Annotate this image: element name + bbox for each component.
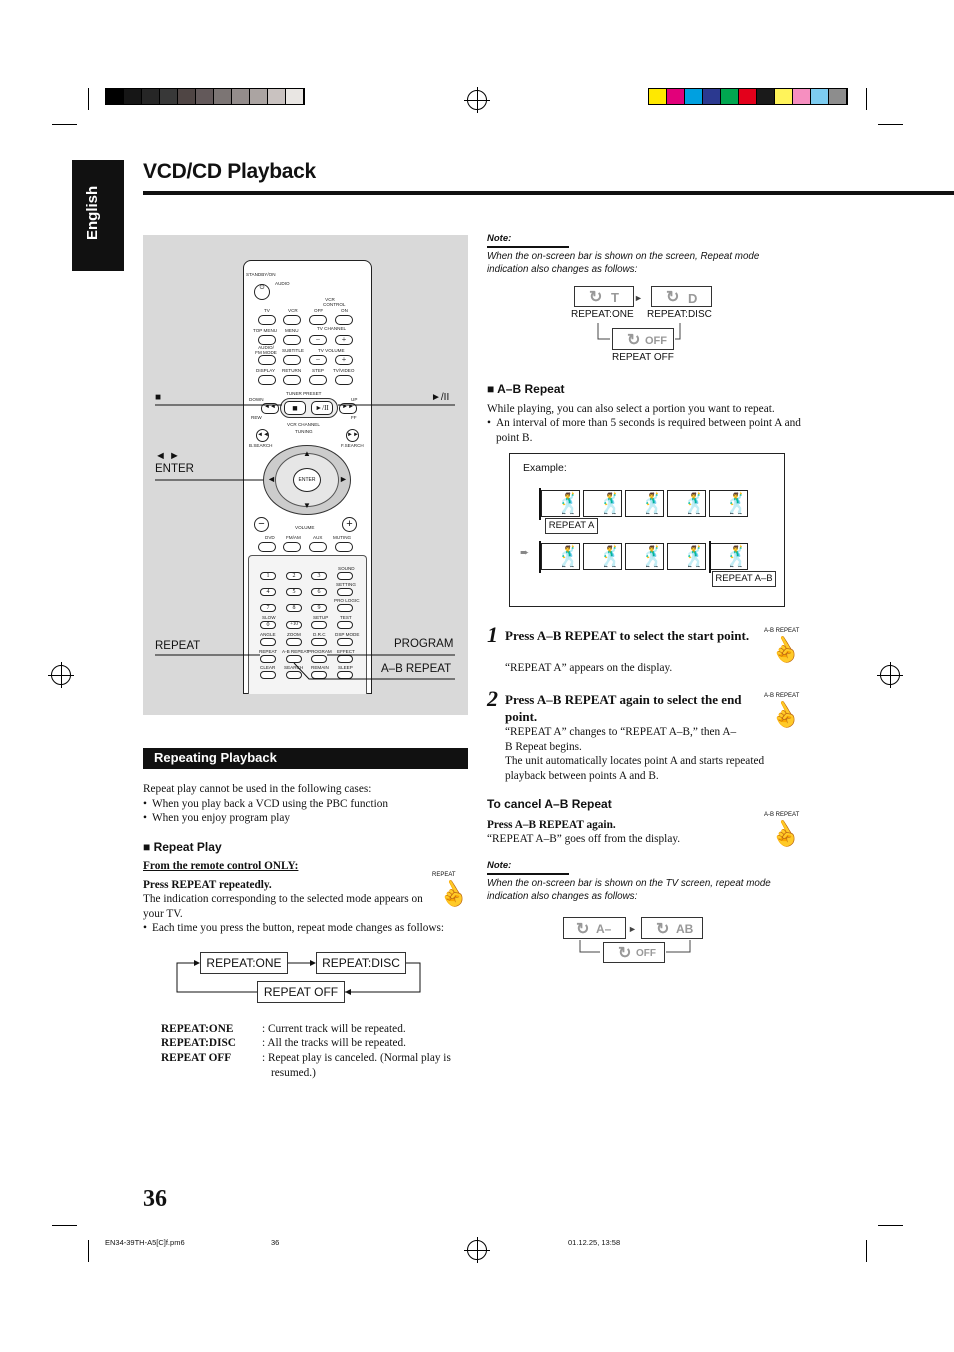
step2-finger-icon: ☝ <box>765 697 805 735</box>
def-term-1: REPEAT:ONE <box>161 1023 234 1035</box>
gray-calibration-bar <box>105 88 305 105</box>
osd-repeat-one-icon: T ↻ <box>574 286 634 307</box>
label-test: TEST <box>340 615 352 620</box>
label-volume: VOLUME <box>295 525 315 530</box>
label-pro-logic: PRO LOGIC <box>334 598 360 603</box>
label-effect: EFFECT <box>337 649 355 654</box>
callout-program: PROGRAM <box>394 638 454 650</box>
crop-mark <box>88 88 89 110</box>
frame-8: 🕺 <box>625 543 664 570</box>
digit-8-button[interactable]: 8 <box>286 604 302 612</box>
registration-mark-icon <box>880 665 900 685</box>
label-fmam: FM/AM <box>286 535 301 540</box>
bsearch-button[interactable]: ◄◄ <box>256 429 269 442</box>
cycle-repeat-one: REPEAT:ONE <box>200 952 288 974</box>
swatch-5 <box>196 89 214 104</box>
step2-body1: “REPEAT A” changes to “REPEAT A–B,” then A–B Repeat begins. <box>505 726 737 753</box>
label-repeat: REPEAT <box>259 649 278 654</box>
callout-lines <box>143 235 468 715</box>
swatch-4 <box>721 89 739 104</box>
label-search: SEARCH <box>284 665 304 670</box>
swatch-1 <box>124 89 142 104</box>
osd-label-disc: REPEAT:DISC <box>647 309 712 320</box>
crop-mark <box>878 1225 903 1226</box>
label-dsp-mode: DSP MODE <box>335 632 360 637</box>
note2-text: When the on-screen bar is shown on the TV screen, repeat mode indication also changes as follows: <box>487 878 771 902</box>
cancel-button-label: A-B REPEAT <box>764 812 800 818</box>
stop-button[interactable]: ■ <box>284 401 306 415</box>
swatch-0 <box>106 89 124 104</box>
step1-title: Press A–B REPEAT to select the start point. <box>505 628 750 643</box>
label-top-menu: TOP MENU <box>253 328 278 333</box>
repeat-button-label: REPEAT <box>432 872 456 878</box>
osd-arrow: ► <box>634 293 643 303</box>
note1-text: When the on-screen bar is shown on the screen, Repeat mode indication also changes as follows: <box>487 251 760 275</box>
osd-flow-lines <box>590 305 730 355</box>
swatch-10 <box>829 89 847 104</box>
volume-plus-button[interactable]: + <box>342 517 357 532</box>
label-menu: MENU <box>285 328 299 333</box>
color-calibration-bar <box>648 88 848 105</box>
press-repeat: Press REPEAT repeatedly. <box>143 879 272 891</box>
swatch-9 <box>811 89 829 104</box>
osd-label-off: REPEAT OFF <box>612 352 674 363</box>
page-title: VCD/CD Playback <box>143 160 316 183</box>
osd2-flow-lines <box>570 938 720 968</box>
label-rew: REW <box>251 415 262 420</box>
swatch-10 <box>286 89 304 104</box>
def-desc-3: : Repeat play is canceled. (Normal play is resumed.) <box>262 1052 451 1079</box>
swatch-5 <box>739 89 757 104</box>
example-label: Example: <box>523 462 567 474</box>
label-tv: TV <box>264 308 270 313</box>
label-audio: AUDIO <box>275 281 290 286</box>
label-tv-video: TV/VIDEO <box>333 368 355 373</box>
digit-3-button[interactable]: 3 <box>311 572 327 580</box>
frames-marker-a <box>539 488 541 520</box>
label-up: UP <box>351 397 358 402</box>
frames-marker-b1 <box>539 541 541 573</box>
label-dvd: DVD <box>265 535 275 540</box>
ab-bullet: An interval of more than 5 seconds is required between point A and point B. <box>496 417 801 444</box>
callout-arrows: ◄ ► <box>155 450 180 462</box>
step1-finger-icon: ☝ <box>765 632 805 670</box>
osd-off2-icon: ↻ OFF <box>603 942 665 963</box>
label-down: DOWN <box>249 397 264 402</box>
cancel-bold: Press A–B REPEAT again. <box>487 819 616 831</box>
title-rule <box>143 191 954 195</box>
step1-number: 1 <box>487 622 498 647</box>
note1-heading: Note: <box>487 233 512 244</box>
repeat-bullet2: Each time you press the button, repeat mode changes as follows: <box>152 922 445 934</box>
swatch-2 <box>142 89 160 104</box>
step2-body2: The unit automatically locates point A and starts repeated playback between points A and B. <box>505 755 765 782</box>
step2-button-label: A-B REPEAT <box>764 693 800 699</box>
crop-mark <box>878 124 903 125</box>
frame-6: 🕺 <box>541 543 580 570</box>
swatch-1 <box>667 89 685 104</box>
registration-mark-icon <box>467 1240 487 1260</box>
page-number: 36 <box>143 1186 167 1212</box>
cycle-repeat-disc: REPEAT:DISC <box>316 952 406 974</box>
swatch-2 <box>685 89 703 104</box>
cancel-text: “REPEAT A–B” goes off from the display. <box>487 833 681 845</box>
repeat-bullet2-dot: • <box>143 922 147 934</box>
swatch-9 <box>268 89 286 104</box>
tv-channel-plus-button[interactable]: + <box>335 335 353 345</box>
label-bsearch: B.SEARCH <box>249 443 273 448</box>
repeating-bullet-2-dot: • <box>143 812 147 824</box>
cursor-down-icon[interactable]: ▼ <box>303 501 311 510</box>
label-muting: MUTING <box>333 535 352 540</box>
tv-volume-minus-button[interactable]: − <box>309 355 327 365</box>
swatch-7 <box>232 89 250 104</box>
osd2-arrow: ► <box>628 924 637 934</box>
label-vcr-channel: VCR CHANNEL <box>287 422 320 427</box>
volume-minus-button[interactable]: − <box>254 517 269 532</box>
label-sleep: SLEEP <box>338 665 353 670</box>
repeating-intro: Repeat play cannot be used in the following cases: <box>143 783 372 795</box>
registration-mark-icon <box>51 665 71 685</box>
swatch-8 <box>793 89 811 104</box>
label-setup: SETUP <box>313 615 329 620</box>
osd-a-icon: ↻ A– <box>563 917 626 939</box>
frame-7: 🕺 <box>583 543 622 570</box>
label-display: DISPLAY <box>256 368 276 373</box>
callout-enter: ENTER <box>155 463 194 475</box>
cancel-finger-icon: ☝ <box>765 816 805 854</box>
repeating-header <box>143 748 468 769</box>
repeat-finger-icon: ☝ <box>433 876 473 914</box>
repeating-bullet-1-dot: • <box>143 798 147 810</box>
step1-body: “REPEAT A” appears on the display. <box>505 662 673 674</box>
label-tv-channel: TV CHANNEL <box>317 326 347 331</box>
label-subtitle: SUBTITLE <box>282 348 304 353</box>
label-slow: SLOW <box>262 615 276 620</box>
language-tab-label: English <box>84 185 101 240</box>
label-remain: REMAIN <box>311 665 329 670</box>
label-sound: SOUND <box>338 566 355 571</box>
label-clear: CLEAR <box>260 665 276 670</box>
language-tab <box>72 160 124 271</box>
swatch-6 <box>214 89 232 104</box>
from-remote: From the remote control ONLY: <box>143 860 299 872</box>
label-step: STEP <box>312 368 324 373</box>
step2-number: 2 <box>487 686 498 711</box>
label-angle: ANGLE <box>260 632 276 637</box>
frame-10: 🕺 <box>709 543 748 570</box>
tag-repeat-a: REPEAT A <box>545 518 598 534</box>
label-tuner-preset: TUNER PRESET <box>286 391 322 396</box>
cancel-heading: To cancel A–B Repeat <box>487 797 612 811</box>
preset-down-button[interactable]: ◄◄ <box>261 403 279 414</box>
label-aux: AUX <box>313 535 323 540</box>
digit-0-button[interactable]: 0 <box>260 621 276 629</box>
note1-rule <box>487 246 569 248</box>
label-audio-fm: AUDIO/ FM MODE <box>255 345 277 355</box>
step1-button-label: A-B REPEAT <box>764 628 800 634</box>
tag-repeat-ab: REPEAT A–B <box>712 571 776 587</box>
digit-5-button[interactable]: 5 <box>286 588 302 596</box>
def-term-2: REPEAT:DISC <box>161 1037 236 1049</box>
label-setting: SETTING <box>336 582 356 587</box>
label-on: ON <box>341 308 348 313</box>
crop-mark <box>52 1225 77 1226</box>
ab-heading: ■ A–B Repeat <box>487 382 565 396</box>
label-program: PROGRAM <box>308 649 332 654</box>
registration-mark-icon <box>467 90 487 110</box>
repeating-bullet-2: When you enjoy program play <box>152 812 291 824</box>
repeat-text1: The indication corresponding to the selected mode appears on your TV. <box>143 893 423 920</box>
preset-up-button[interactable]: ►► <box>339 403 357 414</box>
cycle-repeat-off: REPEAT OFF <box>257 981 345 1003</box>
frame-2: 🕺 <box>583 490 622 517</box>
ab-bullet-dot: • <box>487 417 491 429</box>
digit-2-button[interactable]: 2 <box>286 572 302 580</box>
label-drc: D.R.C <box>313 632 326 637</box>
osd-repeat-off-icon: OFF ↻ <box>612 328 674 350</box>
standby-button[interactable]: ⏻ <box>254 284 270 300</box>
label-return: RETURN <box>282 368 302 373</box>
digit-9-button[interactable]: 9 <box>311 604 327 612</box>
crop-mark <box>866 88 867 110</box>
step2-title: Press A–B REPEAT again to select the end point. <box>505 692 742 724</box>
frame-1: 🕺 <box>541 490 580 517</box>
swatch-3 <box>160 89 178 104</box>
repeating-bullet-1: When you play back a VCD using the PBC function <box>152 798 389 810</box>
note2-heading: Note: <box>487 860 512 871</box>
digit-4-button[interactable]: 4 <box>260 588 276 596</box>
osd-label-one: REPEAT:ONE <box>571 309 634 320</box>
swatch-3 <box>703 89 721 104</box>
tv-channel-minus-button[interactable]: − <box>309 335 327 345</box>
cycle-arrows <box>170 955 430 1000</box>
swatch-8 <box>250 89 268 104</box>
crop-mark <box>88 1240 89 1262</box>
digit-6-button[interactable]: 6 <box>311 588 327 596</box>
fsearch-button[interactable]: ►► <box>346 429 359 442</box>
ab-intro: While playing, you can also select a portion you want to repeat. <box>487 403 775 415</box>
label-tv-volume: TV VOLUME <box>318 348 345 353</box>
note2-rule <box>487 873 569 875</box>
label-vcr-control: VCR CONTROL <box>323 297 346 307</box>
cursor-left-icon[interactable]: ◄ <box>267 474 276 484</box>
repeat-play-heading: ■ Repeat Play <box>143 840 222 854</box>
footer-page: 36 <box>271 1238 280 1247</box>
footer-date: 01.12.25, 13:58 <box>568 1238 621 1247</box>
swatch-4 <box>178 89 196 104</box>
swatch-0 <box>649 89 667 104</box>
def-desc-1: : Current track will be repeated. <box>262 1023 406 1035</box>
callout-stop: ■ <box>155 392 162 403</box>
label-fsearch: F.SEARCH <box>341 443 364 448</box>
remote-panel <box>143 235 468 715</box>
crop-mark <box>866 1240 867 1262</box>
cursor-right-icon[interactable]: ► <box>339 474 348 484</box>
digit-1-button[interactable]: 1 <box>260 572 276 580</box>
digit-7-button[interactable]: 7 <box>260 604 276 612</box>
callout-ab-repeat: A–B REPEAT <box>381 663 452 675</box>
swatch-7 <box>775 89 793 104</box>
label-standby: STANDBY/ON <box>246 272 276 277</box>
tv-volume-plus-button[interactable]: + <box>335 355 353 365</box>
play-pause-button[interactable]: ►/II <box>311 401 333 415</box>
cursor-up-icon[interactable]: ▲ <box>303 449 311 458</box>
label-ff: FF <box>351 415 357 420</box>
osd-ab-icon: ↻ AB <box>641 917 703 939</box>
def-term-3: REPEAT OFF <box>161 1052 232 1064</box>
plus10-button[interactable]: +10 <box>286 621 302 629</box>
frame-9: 🕺 <box>667 543 706 570</box>
callout-repeat: REPEAT <box>155 640 201 652</box>
label-off: OFF <box>314 308 324 313</box>
footer-file: EN34-39TH-A5[C]f.pm6 <box>105 1238 185 1247</box>
repeating-heading: Repeating Playback <box>154 750 277 765</box>
frame-4: 🕺 <box>667 490 706 517</box>
enter-button[interactable]: ENTER <box>293 468 321 492</box>
crop-mark <box>52 124 77 125</box>
label-tuning: TUNING <box>295 429 313 434</box>
swatch-6 <box>757 89 775 104</box>
frame-5: 🕺 <box>709 490 748 517</box>
def-desc-2: : All the tracks will be repeated. <box>262 1037 406 1049</box>
frame-3: 🕺 <box>625 490 664 517</box>
label-zoom: ZOOM <box>287 632 301 637</box>
frames-marker-b2 <box>709 541 711 573</box>
label-vcr: VCR <box>288 308 298 313</box>
osd-repeat-disc-icon: D ↻ <box>651 286 712 307</box>
loop-arrow-icon: ➨ <box>520 547 530 559</box>
callout-play-pause: ►/II <box>431 392 450 403</box>
label-ab-repeat: A-B REPEAT <box>282 649 309 654</box>
